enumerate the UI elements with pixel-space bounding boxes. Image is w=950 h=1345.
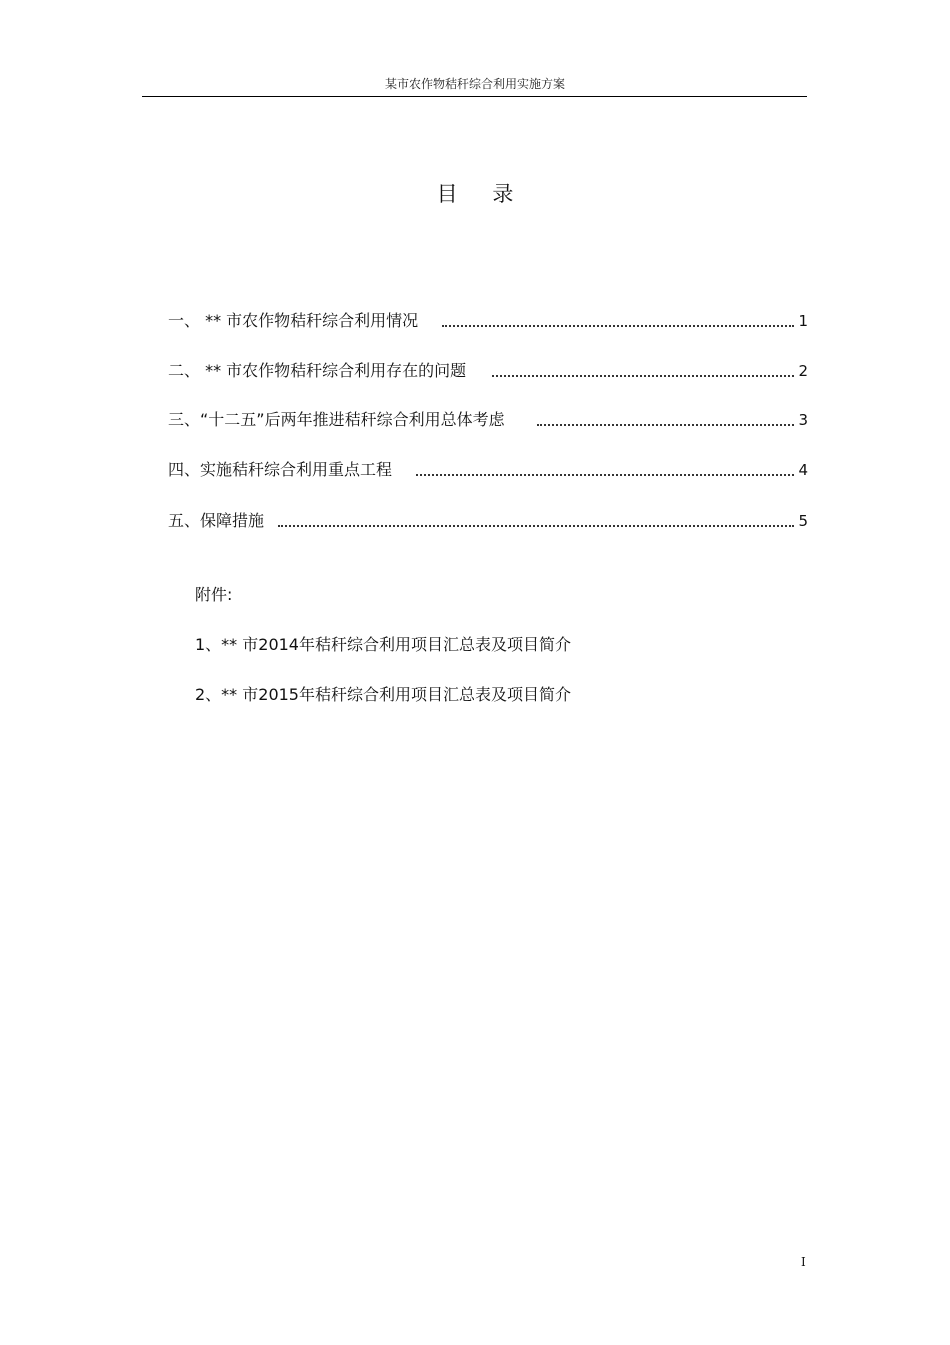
appendix-item-2: 2、** 市2015年秸秆综合利用项目汇总表及项目简介 (195, 685, 571, 704)
header-divider (142, 96, 807, 97)
toc-entry-label: 五、保障措施 (168, 511, 265, 530)
toc-title: 目 录 (436, 182, 528, 206)
toc-entry-1[interactable] (168, 307, 808, 331)
toc-entry-label: 一、 ** 市农作物秸秆综合利用情况 (168, 311, 419, 330)
running-header: 某市农作物秸秆综合利用实施方案 (384, 77, 565, 91)
toc-dot-leader (442, 325, 794, 327)
toc-entry-3[interactable] (168, 406, 808, 430)
toc-entry-page: 4 (798, 461, 808, 479)
appendix-item-1: 1、** 市2014年秸秆综合利用项目汇总表及项目简介 (195, 635, 571, 654)
toc-entry-page: 3 (798, 411, 808, 429)
appendix-heading: 附件: (195, 585, 233, 604)
toc-entry-label: 三、“十二五”后两年推进秸秆综合利用总体考虑 (168, 410, 505, 429)
toc-entry-2[interactable] (168, 357, 808, 381)
toc-dot-leader (537, 424, 795, 426)
toc-entry-5[interactable] (168, 507, 808, 531)
toc-entry-label: 四、实施秸秆综合利用重点工程 (168, 460, 393, 479)
toc-dot-leader (416, 474, 794, 476)
toc-entry-label: 二、 ** 市农作物秸秆综合利用存在的问题 (168, 361, 467, 380)
toc-dot-leader (278, 525, 794, 527)
toc-entry-page: 2 (798, 362, 808, 380)
toc-entry-page: 5 (798, 512, 808, 530)
toc-dot-leader (492, 375, 794, 377)
toc-entry-page: 1 (798, 312, 808, 330)
page-number: I (801, 1255, 806, 1269)
toc-entry-4[interactable] (168, 456, 808, 480)
